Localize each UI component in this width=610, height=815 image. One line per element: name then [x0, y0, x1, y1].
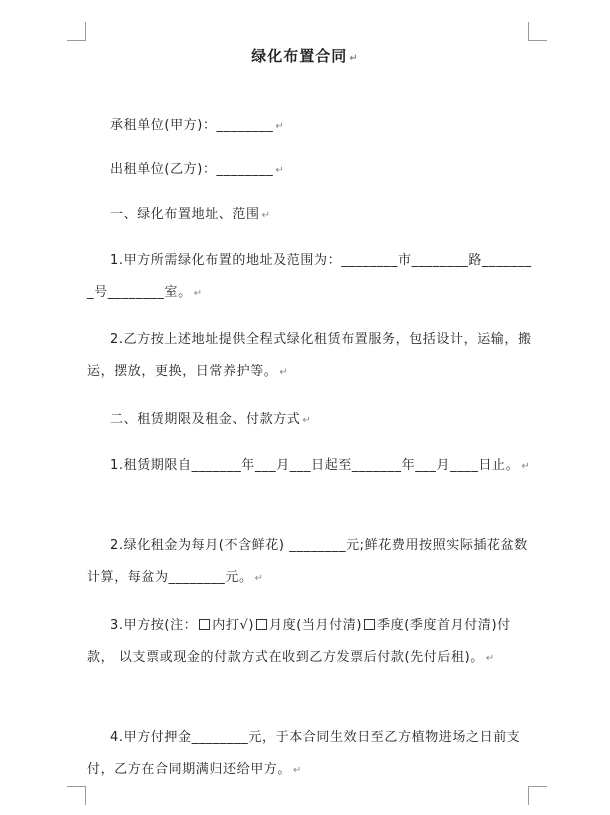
paragraph-mark-icon: ↵ — [485, 653, 495, 664]
paragraph-mark-icon: ↵ — [279, 367, 289, 378]
clause-2-4: 4.甲方付押金________元，于本合同生效日至乙方植物进场之日前支付，乙方在合同期满归还给甲方。 ↵ — [87, 730, 521, 777]
paragraph-mark-icon: ↵ — [254, 573, 264, 584]
paragraph-mark-icon: ↵ — [293, 765, 302, 776]
section-2-heading: 二、租赁期限及租金、付款方式 ↵ — [110, 412, 312, 427]
paragraph-mark-icon: ↵ — [193, 288, 203, 299]
margin-corner-bottom-left — [67, 786, 86, 805]
party-b-line: 出租单位(乙方)：________ ↵ — [110, 162, 285, 177]
margin-corner-bottom-right — [528, 786, 547, 805]
paragraph-mark-icon: ↵ — [302, 415, 312, 426]
clause-1-2: 2.乙方按上述地址提供全程式绿化租赁布置服务，包括设计，运输，搬运，摆放，更换，日常养护等。 ↵ — [87, 332, 532, 379]
checkbox-quarterly-icon — [364, 619, 375, 630]
clause-1-1: 1.甲方所需绿化布置的地址及范围为：________市________路________号________室。 ↵ — [87, 253, 532, 300]
party-a-line: 承租单位(甲方)：________ ↵ — [110, 118, 285, 133]
checkbox-monthly-icon — [256, 619, 267, 630]
paragraph-mark-icon: ↵ — [349, 53, 359, 64]
checkbox-icon — [199, 619, 210, 630]
clause-2-1: 1.租赁期限自_______年___月___日起至_______年___月____日止。 ↵ — [110, 458, 531, 473]
clause-2-3: 3.甲方按(注： 内打√) 月度(当月付清) 季度(季度首月付清)付款， 以支票或现金的付款方式在收到乙方发票后付款(先付后租)。 ↵ — [87, 618, 511, 665]
section-1-heading: 一、绿化布置地址、范围 ↵ — [110, 207, 271, 222]
paragraph-mark-icon: ↵ — [261, 210, 271, 221]
clause-2-2: 2.绿化租金为每月(不含鲜花) ________元;鲜花费用按照实际插花盆数计算，每盆为________元。 ↵ — [87, 538, 528, 585]
margin-corner-top-left — [67, 22, 86, 41]
margin-corner-top-right — [528, 22, 547, 41]
paragraph-mark-icon: ↵ — [275, 121, 285, 132]
paragraph-mark-icon: ↵ — [521, 461, 531, 472]
paragraph-mark-icon: ↵ — [275, 165, 285, 176]
document-title: 绿化布置合同 ↵ — [251, 47, 359, 65]
